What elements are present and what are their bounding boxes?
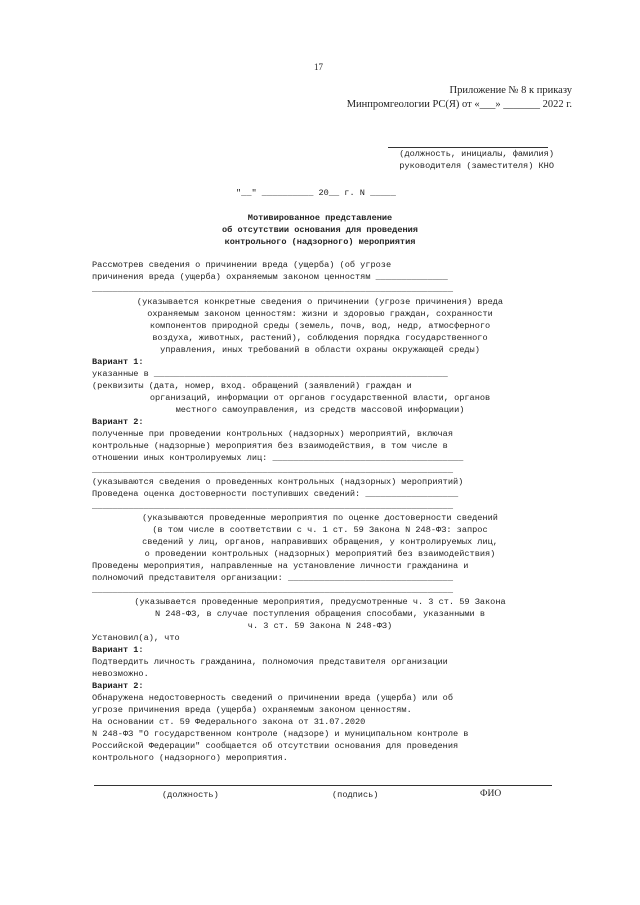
body-line: На основании ст. 59 Федерального закона от 31.07.2020 (92, 717, 366, 727)
body-line: Подтвердить личность гражданина, полномочия представителя организации (92, 657, 448, 667)
body-line: ______________________________________________________________________ (92, 465, 453, 475)
body-line: компонентов природной среды (земель, почв, вод, недр, атмосферного (149, 321, 491, 331)
addressee-rule (388, 147, 548, 148)
body-line: о проведении контрольных (надзорных) мероприятий без взаимодействия) (144, 549, 496, 559)
body-line: Обнаружена недостоверность сведений о причинении вреда (ущерба) или об (92, 693, 453, 703)
body-line: местного самоуправления, из средств массовой информации) (175, 405, 465, 415)
title-line-1: Мотивированное представление (247, 213, 393, 223)
variant-label: Вариант 2: (92, 417, 144, 427)
body-line: угрозе причинения вреда (ущерба) охраняемым законом ценностям. (92, 705, 412, 715)
body-line: причинения вреда (ущерба) охраняемым законом ценностям ______________ (92, 272, 448, 282)
body-line: (указываются сведения о проведенных контрольных (надзорных) мероприятий) (92, 477, 464, 487)
body-line: Рассмотрев сведения о причинении вреда (ущерба) (об угрозе (92, 260, 392, 270)
signature-name-caption: ФИО (480, 789, 502, 799)
variant-label: Вариант 1: (92, 645, 144, 655)
body-line: (указываются проведенные мероприятия по оценке достоверности сведений (142, 513, 498, 523)
body-line: ______________________________________________________________________ (92, 501, 453, 511)
body-line: N 248-ФЗ, в случае поступления обращения способами, указанными в (154, 609, 486, 619)
body-line: ______________________________________________________________________ (92, 284, 453, 294)
signature-rule (94, 785, 552, 786)
body-line: ч. 3 ст. 59 Закона N 248-ФЗ) (247, 621, 393, 631)
signature-position-caption: (должность) (162, 790, 219, 800)
body-line: невозможно. (92, 669, 149, 679)
title-line-3: контрольного (надзорного) мероприятия (224, 237, 416, 247)
body-line: полученные при проведении контрольных (надзорных) мероприятий, включая (92, 429, 453, 439)
appendix-line-2: Минпромгеологии РС(Я) от «___» _______ 2022 г. (346, 99, 572, 110)
body-line: Установил(а), что (92, 633, 180, 643)
body-line: охраняемым законом ценностям: жизни и здоровью граждан, сохранности (147, 309, 493, 319)
body-line: сведений у лиц, органов, направивших обращения, у контролируемых лиц, (142, 537, 498, 547)
body-line: ______________________________________________________________________ (92, 585, 453, 595)
page-number: 17 (314, 62, 323, 72)
body-line: полномочий представителя организации: ________________________________ (92, 573, 453, 583)
appendix-line-1: Приложение № 8 к приказу (449, 85, 572, 96)
body-line: Российской Федерации" сообщается об отсутствии основания для проведения (92, 741, 459, 751)
body-line: (в том числе в соответствии с ч. 1 ст. 59 Закона N 248-ФЗ: запрос (152, 525, 488, 535)
body-line: контрольные (надзорные) мероприятия без взаимодействия, в том числе в (92, 441, 448, 451)
variant-label: Вариант 1: (92, 357, 144, 367)
body-line: Проведены мероприятия, направленные на установление личности гражданина и (92, 561, 469, 571)
addressee-line-1: (должность, инициалы, фамилия) (399, 149, 554, 159)
body-line: воздуха, животных, растений), соблюдения порядка государственного (152, 333, 488, 343)
variant-label: Вариант 2: (92, 681, 144, 691)
body-line: Проведена оценка достоверности поступивших сведений: __________________ (92, 489, 459, 499)
body-line: (указывается проведенные мероприятия, предусмотренные ч. 3 ст. 59 Закона (134, 597, 506, 607)
date-line: "__" __________ 20__ г. N _____ (236, 188, 396, 198)
body-line: управления, иных требований в области охраны окружающей среды) (160, 345, 480, 355)
body-line: организаций, информации от органов государственной власти, органов (149, 393, 491, 403)
body-line: отношении иных контролируемых лиц: _____________________________________ (92, 453, 464, 463)
body-line: контрольного (надзорного) мероприятия. (92, 753, 288, 763)
body-line: (указывается конкретные сведения о причинении (угрозе причинения) вреда (136, 297, 504, 307)
addressee-line-2: руководителя (заместителя) КНО (399, 161, 554, 171)
signature-sign-caption: (подпись) (332, 790, 379, 800)
body-line: указанные в _________________________________________________________ (92, 369, 448, 379)
body-line: (реквизиты (дата, номер, вход. обращений (заявлений) граждан и (92, 381, 412, 391)
body-line: N 248-ФЗ "О государственном контроле (надзоре) и муниципальном контроле в (92, 729, 469, 739)
title-line-2: об отсутствии основания для проведения (222, 225, 418, 235)
